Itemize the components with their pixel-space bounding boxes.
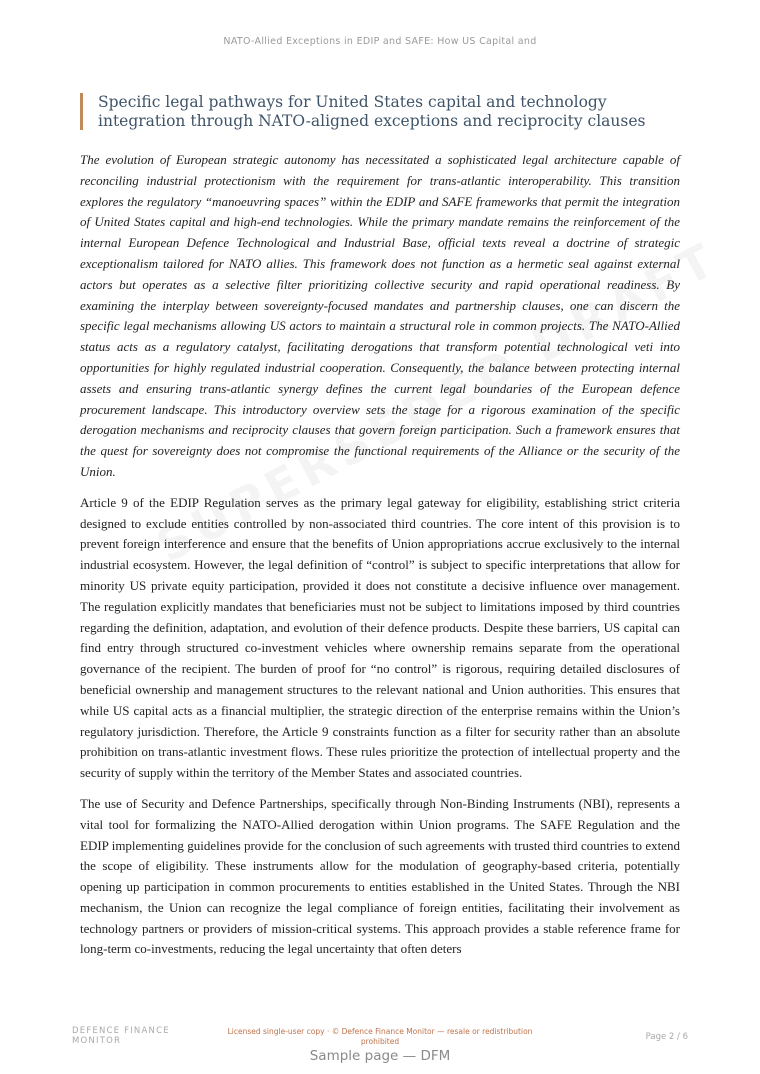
intro-paragraph: The evolution of European strategic autonomy has necessitated a sophisticated legal architecture capable of reconciling industrial protectionism with the requirement for trans-atlantic interoperability. This transition explores the regulatory “manoeuvring spaces” within the EDIP and SAFE frameworks that permit the integration of United States capital and high-end technologies. While the primary mandate remains the reinforcement of the internal European Defence Technological and Industrial Base, official texts reveal a doctrine of strategic exceptionalism tailored for NATO allies. This framework does not function as a hermetic seal against external actors but operates as a selective filter prioritizing collective security and rapid operational readiness. By examining the interplay between sovereignty-focused mandates and partnership clauses, one can discern the specific legal mechanisms allowing US actors to maintain a structural role in common projects. The NATO-Allied status acts as a regulatory catalyst, facilitating derogations that transform potential technological veti into opportunities for highly regulated industrial cooperation. Consequently, the balance between protecting internal assets and ensuring trans-atlantic synergy defines the current legal boundaries of the European defence procurement landscape. This introductory overview sets the stage for a rigorous examination of the specific derogation mechanisms and reciprocity clauses that govern foreign participation. Such a framework ensures that the quest for sovereignty does not compromise the functional requirements of the Alliance or the security of the Union. — [80, 152, 680, 479]
body-paragraph: The use of Security and Defence Partnerships, specifically through Non-Binding Instruments (NBI), represents a vital tool for formalizing the NATO-Allied derogation within Union programs. The SAFE Regulation and the EDIP implementing guidelines provide for the conclusion of such agreements with trusted third countries to extend the scope of eligibility. These instruments allow for the modulation of geography-based criteria, potentially opening up participation in common procurements to entities established in the United States. Through the NBI mechanism, the Union can recognize the legal compliance of foreign entities, facilitating their involvement as technology partners or providers of mission-critical systems. This approach provides a stable reference frame for long-term co-investments, reducing the legal uncertainty that often deters — [80, 795, 680, 957]
publisher-name-line2: MONITOR — [72, 1036, 122, 1046]
sample-page-label: Sample page — DFM — [309, 1048, 451, 1064]
body-paragraph: Article 9 of the EDIP Regulation serves as the primary legal gateway for eligibility, establishing strict criteria designed to exclude entities controlled by non-associated third countries. The core intent of this provision is to prevent foreign interference and ensure that the benefits of Union appropriations accrue exclusively to the internal industrial ecosystem. However, the legal definition of “control” is subject to specific interpretations that allow for minority US private equity participation, provided it does not constitute a decisive influence over management. The regulation explicitly mandates that beneficiaries must not be subject to limitations imposed by third countries regarding the definition, adaptation, and evolution of their defence products. Despite these barriers, US capital can find entry through structured co-investment vehicles where ownership remains separate from the operational governance of the recipient. The burden of proof for “no control” is rigorous, requiring detailed disclosures of beneficial ownership and management structures to the relevant national and Union authorities. This ensures that while US capital acts as a financial multiplier, the strategic direction of the enterprise remains within the Union’s regulatory jurisdiction. Therefore, the Article 9 constraints function as a filter for security rather than an absolute prohibition on trans-atlantic investment flows. These rules prioritize the protection of intellectual property and the security of supply within the territory of the Member States and associated countries. — [80, 494, 680, 781]
publisher-logo-text — [72, 1026, 170, 1046]
license-notice: Licensed single-user copy · © Defence Finance Monitor — resale or redistribution prohibited — [227, 1027, 533, 1046]
section-title: Specific legal pathways for United States capital and technology integration through NATO-aligned exceptions and reciprocity clauses — [98, 93, 646, 130]
running-header: NATO-Allied Exceptions in EDIP and SAFE: How US Capital and — [223, 36, 537, 47]
section-title-block — [80, 93, 698, 130]
document-body — [80, 150, 680, 970]
publisher-name-line1: DEFENCE FINANCE — [72, 1026, 170, 1036]
page-number: Page 2 / 6 — [645, 1032, 688, 1042]
